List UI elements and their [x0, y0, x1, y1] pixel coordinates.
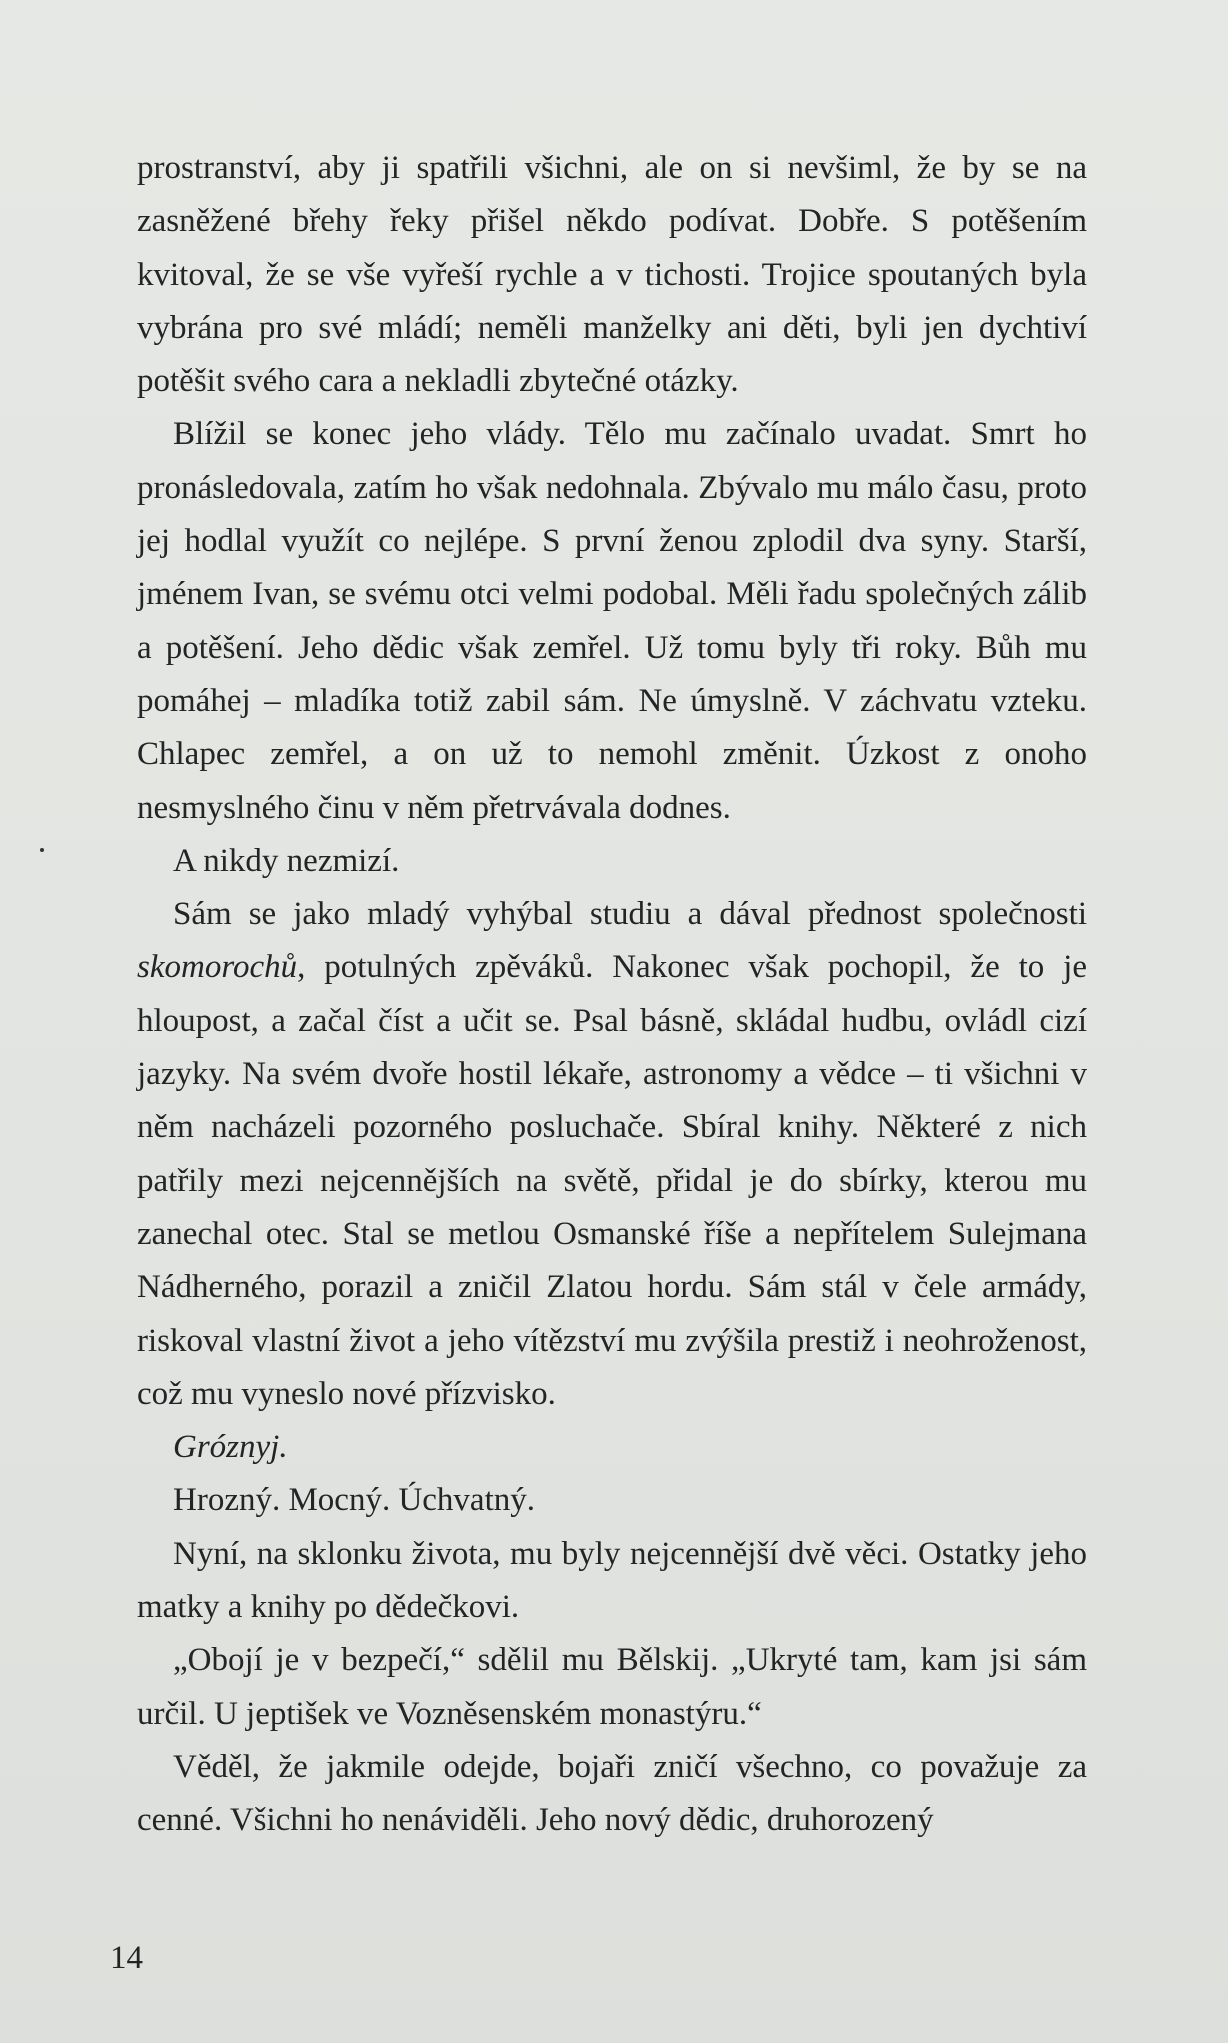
text-run: A nikdy nezmizí. [173, 842, 400, 879]
paragraph [137, 142, 1087, 408]
paragraph [137, 1474, 1087, 1527]
text-run: Nyní, na sklonku života, mu byly nejcennější dvě věci. Ostatky jeho matky a knihy po dědečkovi. [137, 1535, 1087, 1626]
paragraph [137, 888, 1087, 1421]
text-run: , potulných zpěváků. Nakonec však pochopil, že to je hloupost, a začal číst a učit se. Psal básně, skládal hudbu, ovládl cizí jazyky. Na svém dvoře hostil lékaře, astronomy a vědce – ti všichni v něm nacházeli pozorného posluchače. Sbíral knihy. Některé z nich patřily mezi nejcennějších na světě, přidal je do sbírky, kterou mu zanechal otec. Stal se metlou Osmanské říše a nepřítelem Sulejmana Nádherného, porazil a zničil Zlatou hordu. Sám stál v čele armády, riskoval vlastní život a jeho vítězství mu zvýšila prestiž i neohroženost, což mu vyneslo nové přízvisko. [137, 949, 1087, 1412]
paper-speck [40, 848, 44, 852]
paragraph [137, 1634, 1087, 1741]
body-text [137, 142, 1087, 1848]
paragraph [137, 1741, 1087, 1848]
text-run: Hrozný. Mocný. Úchvatný. [173, 1482, 536, 1519]
paragraph [137, 1528, 1087, 1635]
text-run: „Obojí je v bezpečí,“ sdělil mu Bělskij. „Ukryté tam, kam jsi sám určil. U jeptišek ve Vozněsenském monastýru.“ [137, 1642, 1087, 1732]
paragraph [137, 408, 1087, 834]
italic-text: skomorochů [137, 949, 298, 986]
paragraph [137, 835, 1087, 888]
text-run: Blížil se konec jeho vlády. Tělo mu začínalo uvadat. Smrt ho pronásledovala, zatím ho však nedohnala. Zbývalo mu málo času, proto jej hodlal využít co nejlépe. S první ženou zplodil dva syny. Starší, jménem Ivan, se svému otci velmi podobal. Měli řadu společných zálib a potěšení. Jeho dědic však zemřel. Už tomu byly tři roky. Bůh mu pomáhej – mladíka totiž zabil sám. Ne úmyslně. V záchvatu vzteku. Chlapec zemřel, a on už to nemohl změnit. Úzkost z onoho nesmyslného činu v něm přetrvávala dodnes. [137, 416, 1087, 826]
page-number: 14 [110, 1940, 143, 1976]
text-run: Věděl, že jakmile odejde, bojaři zničí všechno, co považuje za cenné. Všichni ho nenáviděli. Jeho nový dědic, druhorozený [137, 1748, 1087, 1839]
text-run: Sám se jako mladý vyhýbal studiu a dával přednost společnosti [173, 896, 1087, 933]
paragraph [137, 1421, 1087, 1474]
italic-text: Gróznyj. [173, 1429, 288, 1466]
text-run: prostranství, aby ji spatřili všichni, ale on si nevšiml, že by se na zasněžené břehy řeky přišel někdo podívat. Dobře. S potěšením kvitoval, že se vše vyřeší rychle a v tichosti. Trojice spoutaných byla vybrána pro své mládí; neměli manželky ani děti, byli jen dychtiví potěšit svého cara a nekladli zbytečné otázky. [137, 150, 1087, 400]
